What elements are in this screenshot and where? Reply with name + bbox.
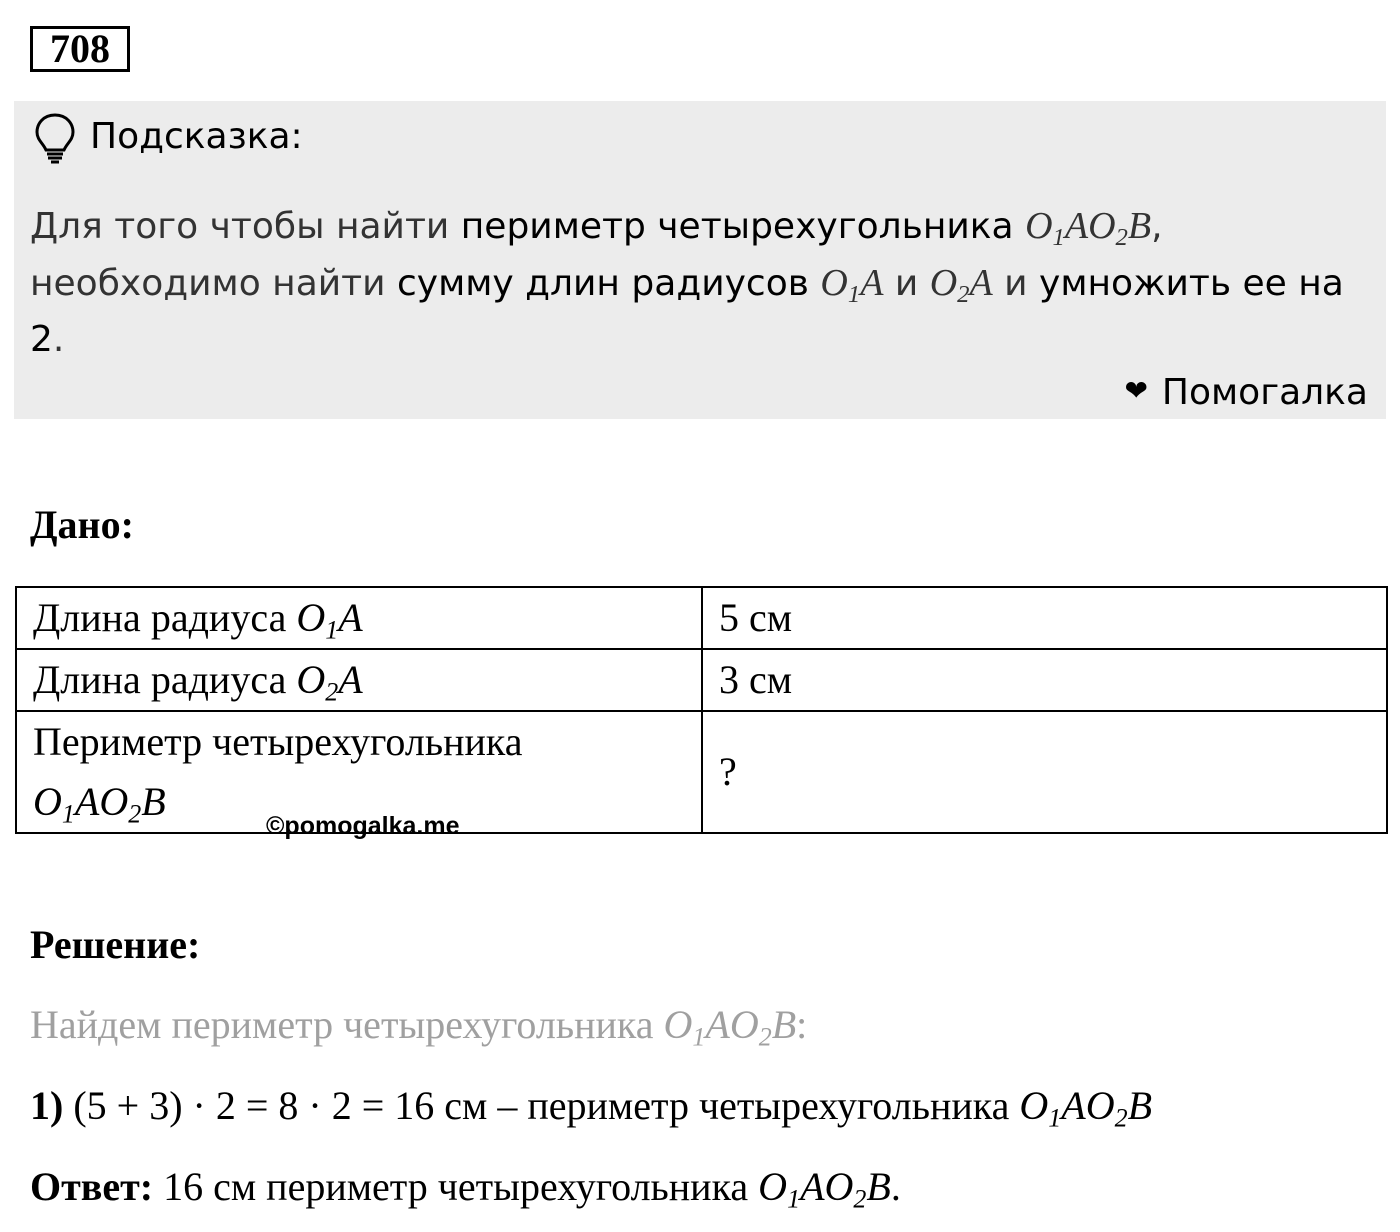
answer-line: Ответ: 16 см периметр четырехугольника $O_1AO_2B$. bbox=[30, 1164, 901, 1214]
solution-heading: Решение: bbox=[30, 922, 201, 967]
given-table bbox=[15, 586, 1388, 834]
hint-text-3: необходимо найти bbox=[30, 263, 397, 304]
credit-name: Помогалка bbox=[1161, 372, 1368, 413]
hint-text-2: , bbox=[1151, 206, 1163, 247]
hint-bold-sum: сумму длин радиусов bbox=[396, 263, 809, 304]
watermark: ©pomogalka.me bbox=[266, 812, 460, 840]
hint-text-5: и bbox=[992, 263, 1040, 304]
given-heading: Дано: bbox=[30, 502, 134, 547]
answer-label: Ответ: bbox=[30, 1164, 154, 1209]
table-row bbox=[16, 711, 1387, 833]
problem-number: 708 bbox=[30, 26, 130, 72]
solution-intro: Найдем периметр четырехугольника $O_1AO_2B$: bbox=[30, 1002, 808, 1052]
quadrilateral-symbol: $O_1AO_2B$ bbox=[1025, 205, 1152, 251]
given-value: ? bbox=[702, 711, 1387, 833]
lightbulb-icon bbox=[32, 112, 78, 169]
hint-text-6: . bbox=[52, 319, 65, 360]
step-text: (5 + 3) · 2 = 8 · 2 = 16 см – периметр четырехугольника bbox=[63, 1083, 1020, 1128]
hint-text-4: и bbox=[883, 263, 930, 304]
hint-text bbox=[30, 198, 1370, 368]
radius-o2a-symbol: $O_2A$ bbox=[929, 262, 993, 308]
hint-text-1: Для того чтобы найти bbox=[30, 206, 461, 247]
credit-line bbox=[1124, 366, 1368, 418]
hint-bold-multiply: умножить ее на 2 bbox=[30, 263, 1344, 360]
given-value: 3 см bbox=[702, 649, 1387, 711]
hint-title: Подсказка: bbox=[90, 116, 303, 157]
given-label: Длина радиуса $O_1A$ bbox=[16, 587, 702, 649]
radius-o1a-symbol: $O_1A$ bbox=[820, 262, 884, 308]
table-row bbox=[16, 587, 1387, 649]
given-label: Периметр четырехугольника $O_1AO_2B$ bbox=[16, 711, 702, 833]
solution-step-1: 1) (5 + 3) · 2 = 8 · 2 = 16 см – периметр четырехугольника $O_1AO_2B$ bbox=[30, 1083, 1153, 1133]
answer-text: 16 см периметр четырехугольника bbox=[153, 1164, 759, 1209]
step-number: 1) bbox=[30, 1083, 64, 1128]
heart-icon: ❤ bbox=[1124, 374, 1148, 407]
given-value: 5 см bbox=[702, 587, 1387, 649]
table-row bbox=[16, 649, 1387, 711]
given-label: Длина радиуса $O_2A$ bbox=[16, 649, 702, 711]
hint-bold-perimeter: периметр четырехугольника bbox=[460, 206, 1014, 247]
